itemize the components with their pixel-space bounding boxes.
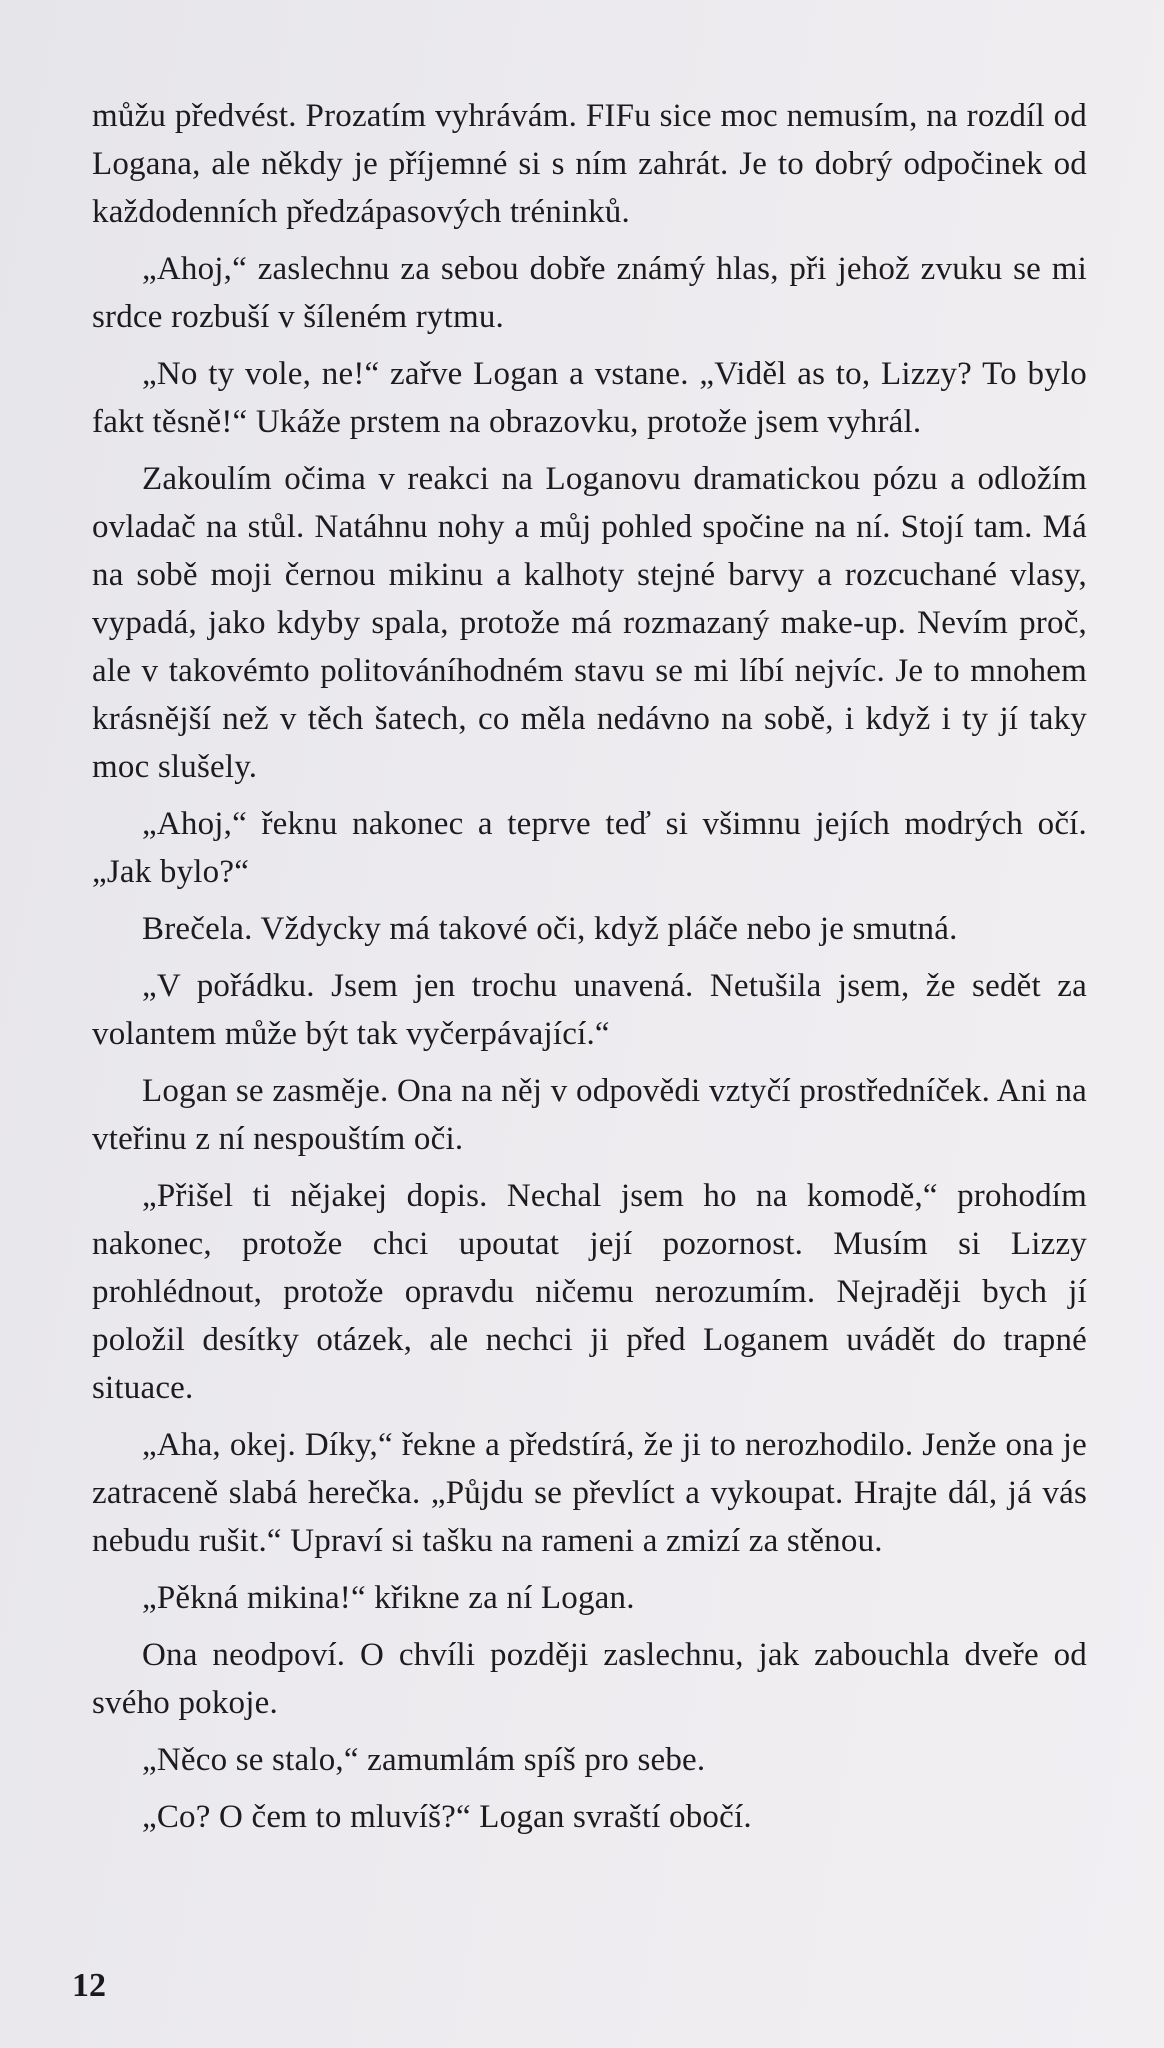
page-text xyxy=(92,92,1087,1850)
paragraph: „No ty vole, ne!“ zařve Logan a vstane. „Viděl as to, Lizzy? To bylo fakt těsně!“ Ukáže prstem na obrazovku, protože jsem vyhrál. xyxy=(92,356,1087,440)
paragraph: „Pěkná mikina!“ křikne za ní Logan. xyxy=(142,1580,635,1616)
paragraph: „Něco se stalo,“ zamumlám spíš pro sebe. xyxy=(142,1742,706,1778)
paragraph: „V pořádku. Jsem jen trochu unavená. Netušila jsem, že sedět za volantem může být tak vyčerpávající.“ xyxy=(92,968,1087,1052)
paragraph: „Ahoj,“ řeknu nakonec a teprve teď si všimnu jejích modrých očí. „Jak bylo?“ xyxy=(92,806,1087,890)
paragraph: „Co? O čem to mluvíš?“ Logan svraští obočí. xyxy=(142,1799,752,1835)
paragraph: Zakoulím očima v reakci na Loganovu dramatickou pózu a odložím ovladač na stůl. Natáhnu nohy a můj pohled spočine na ní. Stojí tam. Má na sobě moji černou mikinu a kalhoty stejné barvy a rozcuchané vlasy, vypadá, jako kdyby spala, protože má rozmazaný make-up. Nevím proč, ale v takovémto politováníhodném stavu se mi líbí nejvíc. Je to mnohem krásnější než v těch šatech, co měla nedávno na sobě, i když i ty jí taky moc slušely. xyxy=(92,461,1087,785)
paragraph: „Ahoj,“ zaslechnu za sebou dobře známý hlas, při jehož zvuku se mi srdce rozbuší v šíleném rytmu. xyxy=(92,251,1087,335)
paragraph: „Přišel ti nějakej dopis. Nechal jsem ho na komodě,“ prohodím nakonec, protože chci upoutat její pozornost. Musím si Lizzy prohlédnout, protože opravdu ničemu nerozumím. Nejraději bych jí položil desítky otázek, ale nechci ji před Loganem uvádět do trapné situace. xyxy=(92,1178,1087,1406)
paragraph: Ona neodpoví. O chvíli později zaslechnu, jak zabouchla dveře od svého pokoje. xyxy=(92,1637,1087,1721)
paragraph: „Aha, okej. Díky,“ řekne a předstírá, že ji to nerozhodilo. Jenže ona je zatraceně slabá herečka. „Půjdu se převlíct a vykoupat. Hrajte dál, já vás nebudu rušit.“ Upraví si tašku na rameni a zmizí za stěnou. xyxy=(92,1427,1087,1559)
paragraph: Logan se zasměje. Ona na něj v odpovědi vztyčí prostředníček. Ani na vteřinu z ní nespouštím oči. xyxy=(92,1073,1087,1157)
page-number: 12 xyxy=(72,1967,106,2004)
paragraph: můžu předvést. Prozatím vyhrávám. FIFu sice moc nemusím, na rozdíl od Logana, ale někdy je příjemné si s ním zahrát. Je to dobrý odpočinek od každodenních předzápasových tréninků. xyxy=(92,98,1087,230)
paragraph: Brečela. Vždycky má takové oči, když pláče nebo je smutná. xyxy=(142,911,958,947)
